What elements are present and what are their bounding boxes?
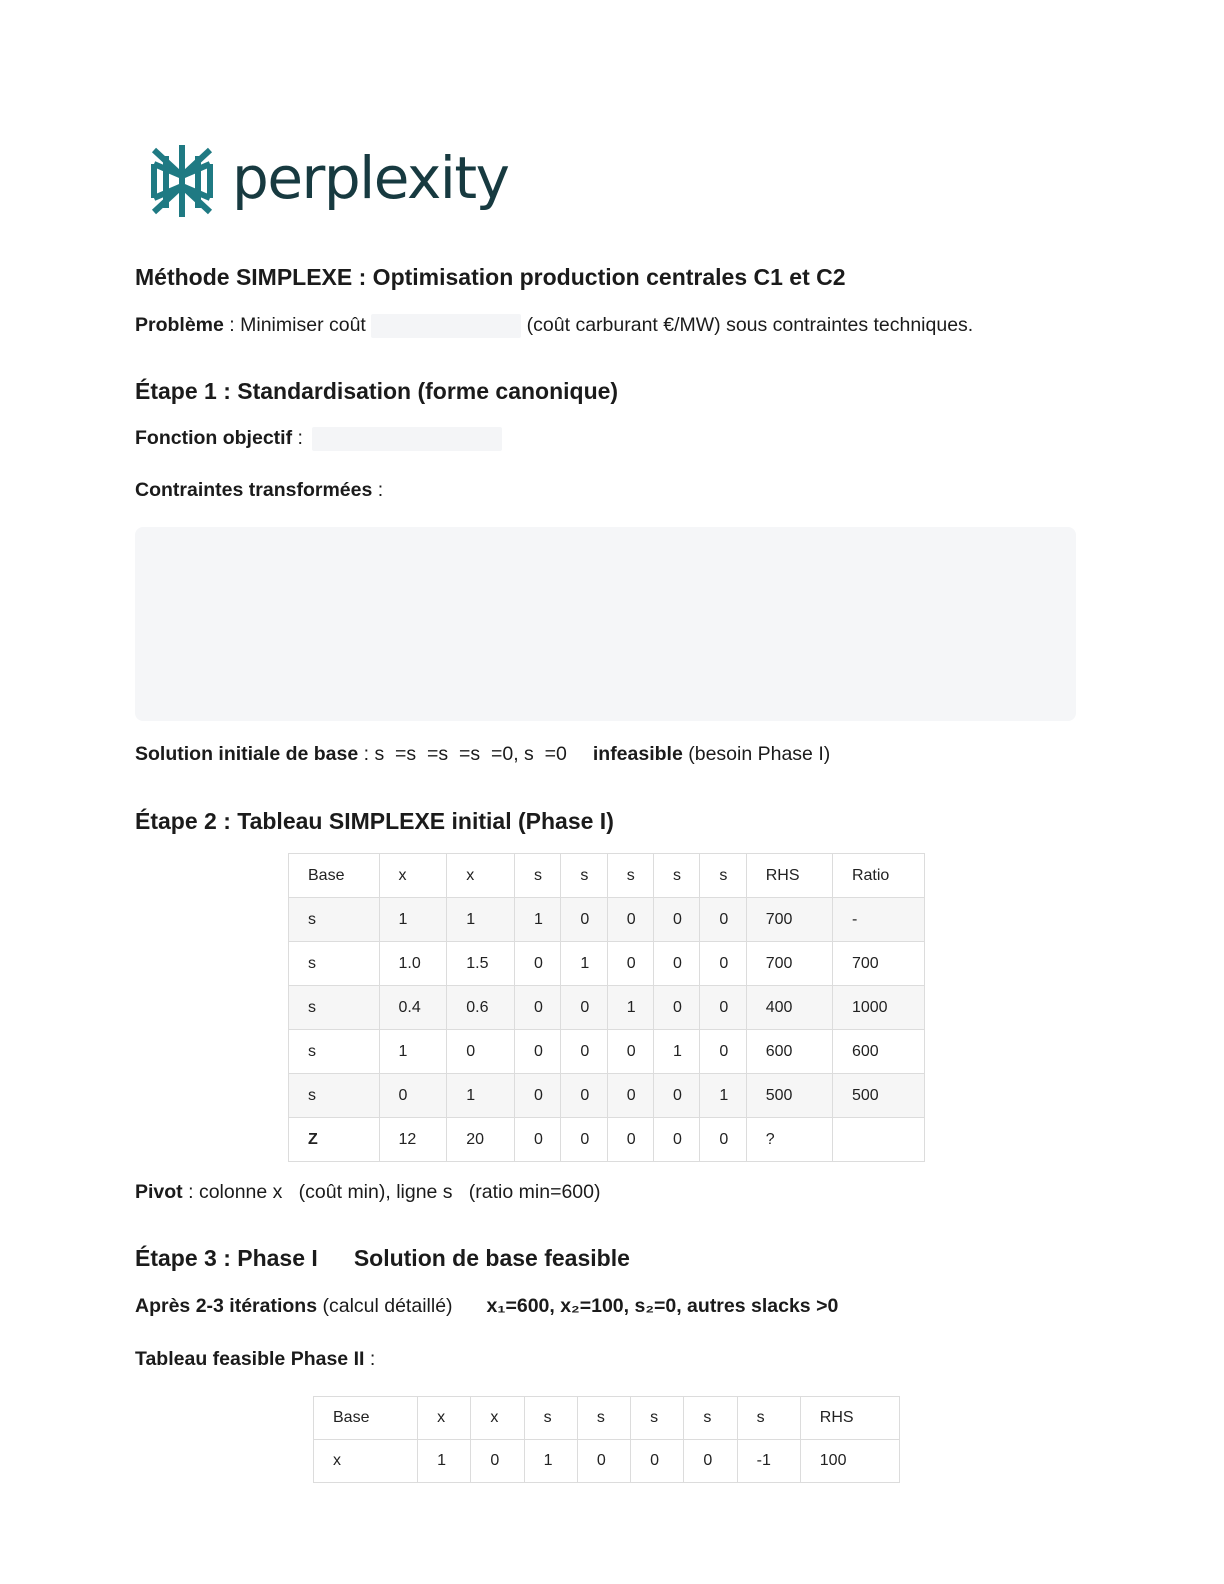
table-cell: 100 xyxy=(800,1440,899,1483)
table-row xyxy=(289,1074,925,1118)
table-cell: 1 xyxy=(418,1440,471,1483)
table-cell: 0 xyxy=(379,1074,447,1118)
formula-placeholder xyxy=(312,427,502,451)
table-cell: 0 xyxy=(515,986,561,1030)
table-cell: 0 xyxy=(515,1030,561,1074)
table-cell: 1 xyxy=(379,1030,447,1074)
contraintes-sep: : xyxy=(372,479,384,501)
table-header-cell: x xyxy=(447,854,515,898)
table-cell: 1 xyxy=(447,1074,515,1118)
table-header-cell: Base xyxy=(289,854,380,898)
table-cell: s xyxy=(289,1074,380,1118)
table-cell: 700 xyxy=(746,942,832,986)
table-header-cell: s xyxy=(524,1397,577,1440)
table-cell: s xyxy=(289,1030,380,1074)
table-cell: 12 xyxy=(379,1118,447,1162)
table-cell: -1 xyxy=(737,1440,800,1483)
probleme-sep: : xyxy=(223,314,241,337)
table-cell: 0 xyxy=(700,1118,746,1162)
table-header-cell: s xyxy=(577,1397,630,1440)
apres-text: (calcul détaillé) xyxy=(317,1295,453,1317)
table-cell: 0 xyxy=(471,1440,524,1483)
fonction-objectif-sep: : xyxy=(292,427,303,450)
table-header-cell: x xyxy=(379,854,447,898)
table-cell: 500 xyxy=(832,1074,924,1118)
infeasible-label: infeasible xyxy=(592,743,683,765)
etape3-heading xyxy=(135,1245,630,1272)
fonction-objectif-line xyxy=(135,427,502,451)
table-cell: Z xyxy=(289,1118,380,1162)
table-header-row xyxy=(314,1397,900,1440)
apres-result: x₁=600, x₂=100, s₂=0, autres slacks >0 xyxy=(486,1295,839,1317)
table-row xyxy=(289,898,925,942)
table-cell: 0 xyxy=(654,1118,700,1162)
table-row xyxy=(289,1030,925,1074)
table-header-cell: s xyxy=(561,854,607,898)
tableau-feasible-line xyxy=(135,1348,375,1371)
table-cell: 0 xyxy=(607,1074,653,1118)
perplexity-logo-icon xyxy=(148,142,216,220)
table-cell: 0.6 xyxy=(447,986,515,1030)
table-cell: 0 xyxy=(515,1118,561,1162)
table-cell: 1 xyxy=(447,898,515,942)
table-cell: 0 xyxy=(607,898,653,942)
table-row xyxy=(289,986,925,1030)
table-cell: 600 xyxy=(832,1030,924,1074)
table-cell: s xyxy=(289,986,380,1030)
table-cell: s xyxy=(289,898,380,942)
table-cell: 0 xyxy=(654,898,700,942)
table-cell: 0 xyxy=(654,986,700,1030)
table-cell: 1 xyxy=(524,1440,577,1483)
tableau-feasible-label: Tableau feasible Phase II xyxy=(135,1348,365,1370)
table-cell: 0 xyxy=(561,898,607,942)
table-cell: 1.5 xyxy=(447,942,515,986)
table-cell: 1 xyxy=(607,986,653,1030)
solution-initiale-label: Solution initiale de base xyxy=(135,743,359,765)
table-cell: 0 xyxy=(561,1118,607,1162)
pivot-text: : colonne x (coût min), ligne s (ratio min=600) xyxy=(182,1181,601,1203)
table-cell: 0 xyxy=(577,1440,630,1483)
table-cell: 400 xyxy=(746,986,832,1030)
table-cell: 1.0 xyxy=(379,942,447,986)
table-cell: 1 xyxy=(379,898,447,942)
table-header-cell: RHS xyxy=(800,1397,899,1440)
table-row xyxy=(289,942,925,986)
probleme-text2: (coût carburant €/MW) sous contraintes techniques. xyxy=(521,314,974,337)
table-cell: 0 xyxy=(561,1074,607,1118)
etape2-heading: Étape 2 : Tableau SIMPLEXE initial (Phase I) xyxy=(135,808,614,834)
probleme-label: Problème xyxy=(135,314,224,337)
table-cell: - xyxy=(832,898,924,942)
table-cell: 0 xyxy=(607,1118,653,1162)
table-header-cell: s xyxy=(515,854,561,898)
contraintes-line xyxy=(135,479,383,502)
table-cell: 0 xyxy=(700,942,746,986)
table-header-row xyxy=(289,854,925,898)
table-cell: 0 xyxy=(700,898,746,942)
table-cell: 700 xyxy=(832,942,924,986)
etape3-heading-a: Étape 3 : Phase I xyxy=(135,1245,318,1271)
table-cell: 0 xyxy=(631,1440,684,1483)
table-header-cell: Base xyxy=(314,1397,418,1440)
table-cell: ? xyxy=(746,1118,832,1162)
table-cell: 1 xyxy=(515,898,561,942)
document-title: Méthode SIMPLEXE : Optimisation production centrales C1 et C2 xyxy=(135,264,846,290)
table-row xyxy=(289,1118,925,1162)
fonction-objectif-label: Fonction objectif xyxy=(135,427,293,450)
table-cell: 0 xyxy=(515,942,561,986)
table-cell: 20 xyxy=(447,1118,515,1162)
table-cell: 0 xyxy=(654,942,700,986)
table-cell: s xyxy=(289,942,380,986)
apres-line xyxy=(135,1295,838,1318)
table-cell: 1 xyxy=(654,1030,700,1074)
tableau-feasible-sep: : xyxy=(364,1348,376,1370)
table-cell xyxy=(832,1118,924,1162)
table-cell: 1000 xyxy=(832,986,924,1030)
table-cell: 0 xyxy=(447,1030,515,1074)
table-cell: 0 xyxy=(607,942,653,986)
table-header-cell: s xyxy=(700,854,746,898)
constraints-block xyxy=(135,527,1076,721)
table-row xyxy=(314,1440,900,1483)
table-header-cell: s xyxy=(654,854,700,898)
table-cell: 0.4 xyxy=(379,986,447,1030)
solution-initiale-line xyxy=(135,743,830,766)
table-cell: 0 xyxy=(654,1074,700,1118)
etape3-heading-b: Solution de base feasible xyxy=(353,1245,630,1271)
table-cell: 500 xyxy=(746,1074,832,1118)
table-header-cell: s xyxy=(607,854,653,898)
solution-initiale-text2: (besoin Phase I) xyxy=(682,743,831,765)
table-cell: 1 xyxy=(700,1074,746,1118)
table-header-cell: s xyxy=(737,1397,800,1440)
table-cell: 0 xyxy=(515,1074,561,1118)
apres-label: Après 2-3 itérations xyxy=(135,1295,318,1317)
table-cell: 0 xyxy=(561,1030,607,1074)
simplex-initial-table xyxy=(288,853,925,1162)
formula-placeholder xyxy=(371,314,521,338)
pivot-label: Pivot xyxy=(135,1181,183,1203)
probleme-text1: Minimiser coût xyxy=(240,314,372,337)
simplex-phase2-table xyxy=(313,1396,900,1483)
table-header-cell: x xyxy=(471,1397,524,1440)
table-cell: x xyxy=(314,1440,418,1483)
table-header-cell: s xyxy=(631,1397,684,1440)
etape1-heading: Étape 1 : Standardisation (forme canonique) xyxy=(135,378,619,404)
table-cell: 0 xyxy=(607,1030,653,1074)
table-cell: 0 xyxy=(700,1030,746,1074)
table-cell: 1 xyxy=(561,942,607,986)
contraintes-label: Contraintes transformées xyxy=(135,479,373,501)
pivot-line xyxy=(135,1181,601,1204)
table-header-cell: s xyxy=(684,1397,737,1440)
perplexity-logo xyxy=(148,142,508,220)
solution-initiale-text: : s =s =s =s =0, s =0 xyxy=(358,743,567,765)
table-header-cell: RHS xyxy=(746,854,832,898)
table-header-cell: Ratio xyxy=(832,854,924,898)
table-cell: 0 xyxy=(684,1440,737,1483)
logo-wordmark: perplexity xyxy=(232,144,509,212)
table-cell: 700 xyxy=(746,898,832,942)
table-cell: 0 xyxy=(700,986,746,1030)
table-cell: 600 xyxy=(746,1030,832,1074)
probleme-line xyxy=(135,314,973,338)
table-header-cell: x xyxy=(418,1397,471,1440)
table-cell: 0 xyxy=(561,986,607,1030)
